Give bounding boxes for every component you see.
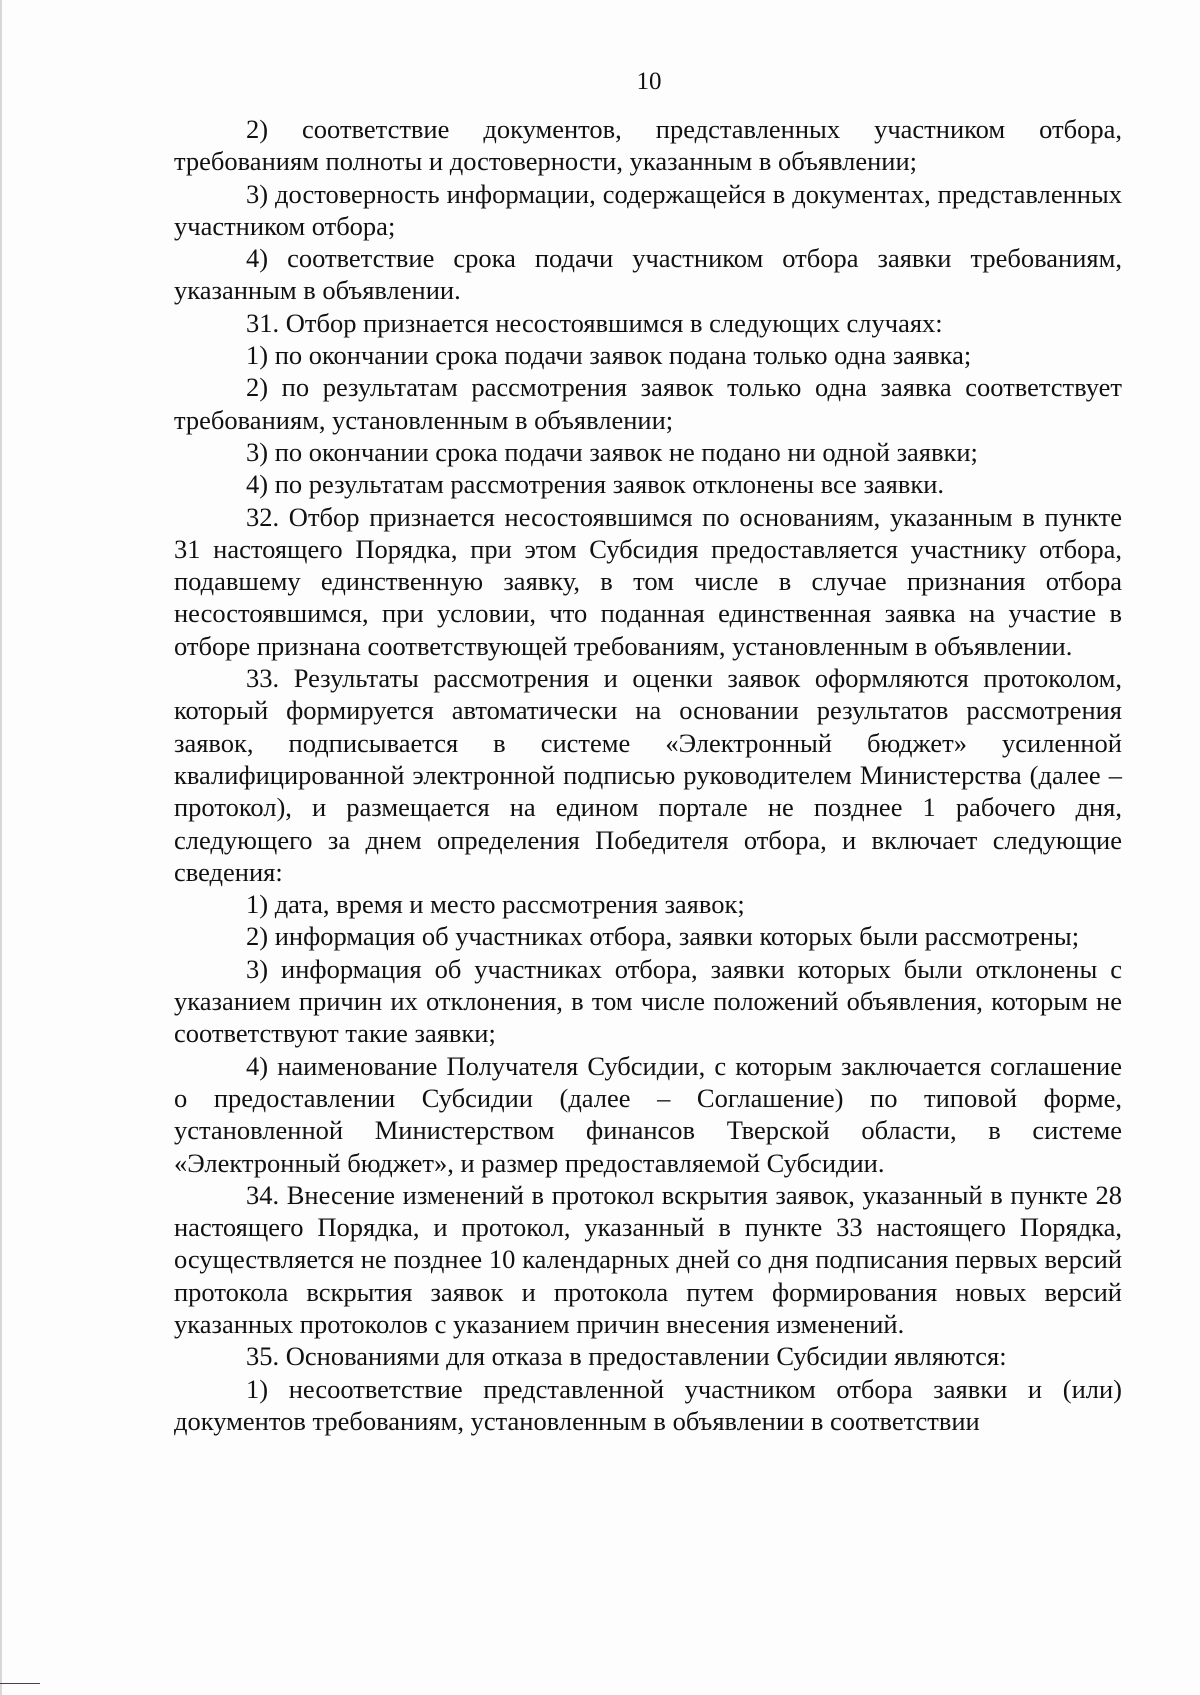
paragraph: 4) наименование Получателя Субсидии, с которым заключается соглашение о предоставлении Субсидии (далее – Соглашение) по типовой форме, установленной Министерством финансов Тверской области, в системе «Электронный бюджет», и размер предоставляемой Субсидии.: [174, 1050, 1122, 1178]
paragraph: 1) дата, время и место рассмотрения заявок;: [246, 889, 745, 920]
paragraph: 32. Отбор признается несостоявшимся по основаниям, указанным в пункте 31 настоящего Порядка, при этом Субсидия предоставляется участнику отбора, подавшему единственную заявку, в том числе в случае признания отбора несостоявшимся, при условии, что поданная единственная заявка на участие в отборе признана соответствующей требованиям, установленным в объявлении.: [174, 501, 1122, 661]
scan-bottom-mark: [0, 1683, 40, 1684]
page-number: 10: [636, 68, 662, 95]
scan-left-edge: [0, 0, 2, 1695]
paragraph: 2) соответствие документов, представленных участником отбора, требованиям полноты и достоверности, указанным в объявлении;: [174, 114, 1122, 177]
paragraph: 34. Внесение изменений в протокол вскрытия заявок, указанный в пункте 28 настоящего Порядка, и протокол, указанный в пункте 33 настоящего Порядка, осуществляется не позднее 10 календарных дней со дня подписания первых версий протокола вскрытия заявок и протокола путем формирования новых версий указанных протоколов с указанием причин внесения изменений.: [174, 1179, 1122, 1339]
paragraph: 35. Основаниями для отказа в предоставлении Субсидии являются:: [246, 1341, 1007, 1372]
paragraph: 4) по результатам рассмотрения заявок отклонены все заявки.: [246, 469, 945, 500]
paragraph: 3) информация об участниках отбора, заявки которых были отклонены с указанием причин их отклонения, в том числе положений объявления, которым не соответствуют такие заявки;: [174, 953, 1122, 1049]
paragraph: 3) по окончании срока подачи заявок не подано ни одной заявки;: [246, 436, 978, 467]
paragraph: 2) по результатам рассмотрения заявок только одна заявка соответствует требованиям, установленным в объявлении;: [174, 372, 1122, 435]
document-body: [174, 113, 1122, 1437]
paragraph: 1) по окончании срока подачи заявок подана только одна заявка;: [246, 340, 972, 371]
paragraph: 3) достоверность информации, содержащейся в документах, представленных участником отбора;: [174, 178, 1122, 241]
paragraph: 33. Результаты рассмотрения и оценки заявок оформляются протоколом, который формируется автоматически на основании результатов рассмотрения заявок, подписывается в системе «Электронный бюджет» усиленной квалифицированной электронной подписью руководителем Министерства (далее – протокол), и размещается на едином портале не позднее 1 рабочего дня, следующего за днем определения Победителя отбора, и включает следующие сведения:: [174, 663, 1122, 887]
paragraph: 4) соответствие срока подачи участником отбора заявки требованиям, указанным в объявлении.: [174, 243, 1122, 306]
paragraph: 31. Отбор признается несостоявшимся в следующих случаях:: [246, 307, 943, 338]
paragraph: 2) информация об участниках отбора, заявки которых были рассмотрены;: [246, 921, 1080, 952]
paragraph: 1) несоответствие представленной участником отбора заявки и (или) документов требованиям, установленным в объявлении в соответствии: [174, 1373, 1122, 1436]
